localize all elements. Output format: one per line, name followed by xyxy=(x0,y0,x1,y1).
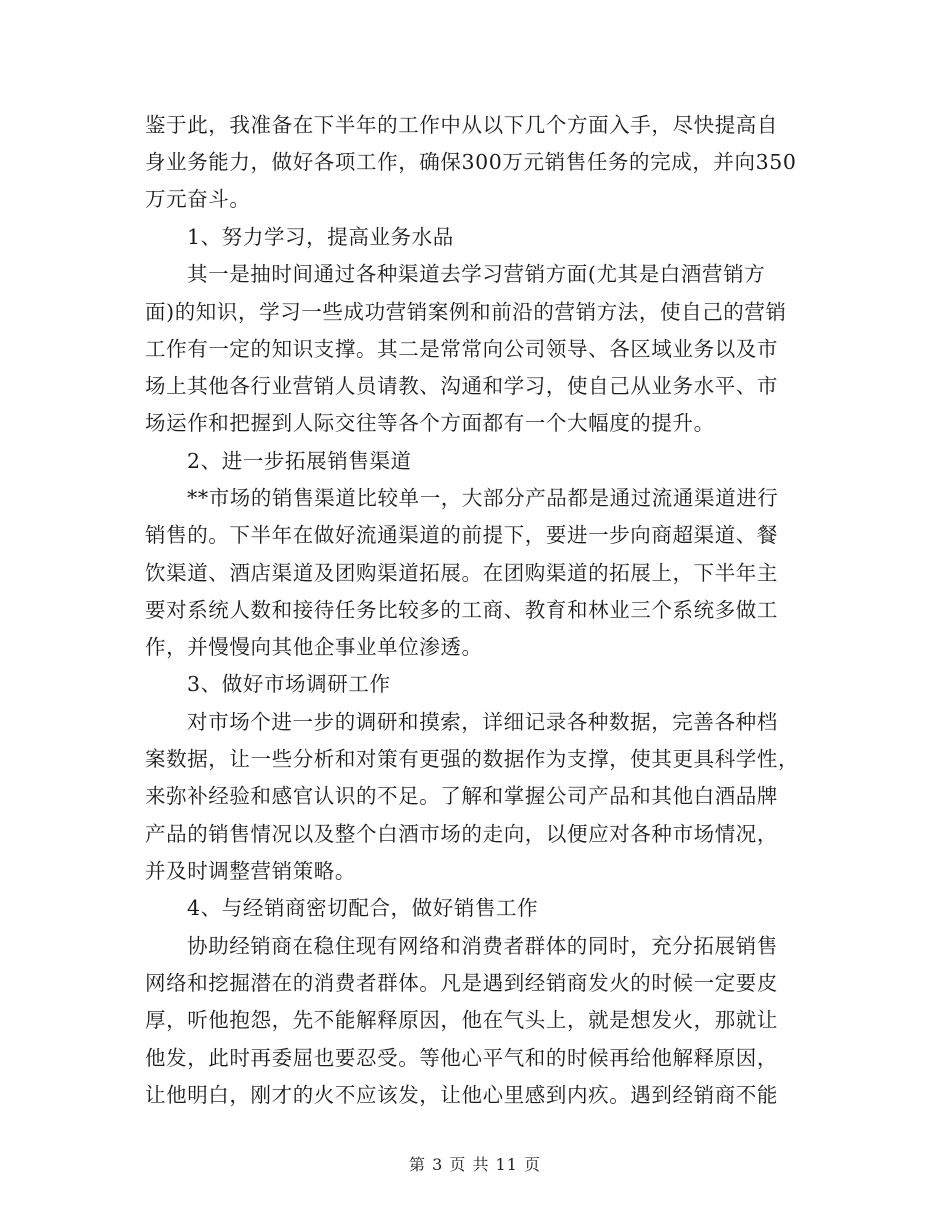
text-line: 场运作和把握到人际交往等各个方面都有一个大幅度的提升。 xyxy=(145,411,715,435)
text-line: 作，并慢慢向其他企事业单位渗透。 xyxy=(145,635,483,659)
text-line: 来弥补经验和感官认识的不足。了解和掌握公司产品和其他白酒品牌 xyxy=(145,784,778,808)
text-line: 身业务能力，做好各项工作，确保300万元销售任务的完成，并向350 xyxy=(145,150,797,174)
text-line: 万元奋斗。 xyxy=(145,187,251,211)
text-line: 销售的。下半年在做好流通渠道的前提下，要进一步向商超渠道、餐 xyxy=(145,523,778,547)
section-heading: 3、做好市场调研工作 xyxy=(187,672,391,696)
text-line: 他发，此时再委屈也要忍受。等他心平气和的时候再给他解释原因， xyxy=(145,1046,778,1070)
text-line: 要对系统人数和接待任务比较多的工商、教育和林业三个系统多做工 xyxy=(145,598,778,622)
text-line: 厚，听他抱怨，先不能解释原因，他在气头上，就是想发火，那就让 xyxy=(145,1008,778,1032)
text-line: 产品的销售情况以及整个白酒市场的走向，以便应对各种市场情况， xyxy=(145,822,778,846)
text-line: 对市场个进一步的调研和摸索，详细记录各种数据，完善各种档 xyxy=(187,710,778,734)
text-line: 鉴于此，我准备在下半年的工作中从以下几个方面入手，尽快提高自 xyxy=(145,113,778,137)
text-line: 让他明白，刚才的火不应该发，让他心里感到内疚。遇到经销商不能 xyxy=(145,1083,778,1107)
section-heading: 1、努力学习，提高业务水品 xyxy=(187,225,454,249)
text-line: 协助经销商在稳住现有网络和消费者群体的同时，充分拓展销售 xyxy=(187,934,778,958)
text-line: 并及时调整营销策略。 xyxy=(145,859,356,883)
text-line: 饮渠道、酒店渠道及团购渠道拓展。在团购渠道的拓展上，下半年主 xyxy=(145,561,778,585)
text-line: 网络和挖掘潜在的消费者群体。凡是遇到经销商发火的时候一定要皮 xyxy=(145,971,778,995)
text-line: 面)的知识，学习一些成功营销案例和前沿的营销方法，使自己的营销 xyxy=(145,300,787,324)
text-line: 案数据，让一些分析和对策有更强的数据作为支撑，使其更具科学性， xyxy=(145,747,800,771)
page-number: 第 3 页 共 11 页 xyxy=(409,1155,541,1174)
text-line: 其一是抽时间通过各种渠道去学习营销方面(尤其是白酒营销方 xyxy=(187,262,766,286)
text-line: 场上其他各行业营销人员请教、沟通和学习，使自己从业务水平、市 xyxy=(145,374,778,398)
text-line: **市场的销售渠道比较单一，大部分产品都是通过流通渠道进行 xyxy=(187,486,779,510)
section-heading: 2、进一步拓展销售渠道 xyxy=(187,449,412,473)
text-line: 工作有一定的知识支撑。其二是常常向公司领导、各区域业务以及市 xyxy=(145,337,778,361)
section-heading: 4、与经销商密切配合，做好销售工作 xyxy=(187,896,539,920)
